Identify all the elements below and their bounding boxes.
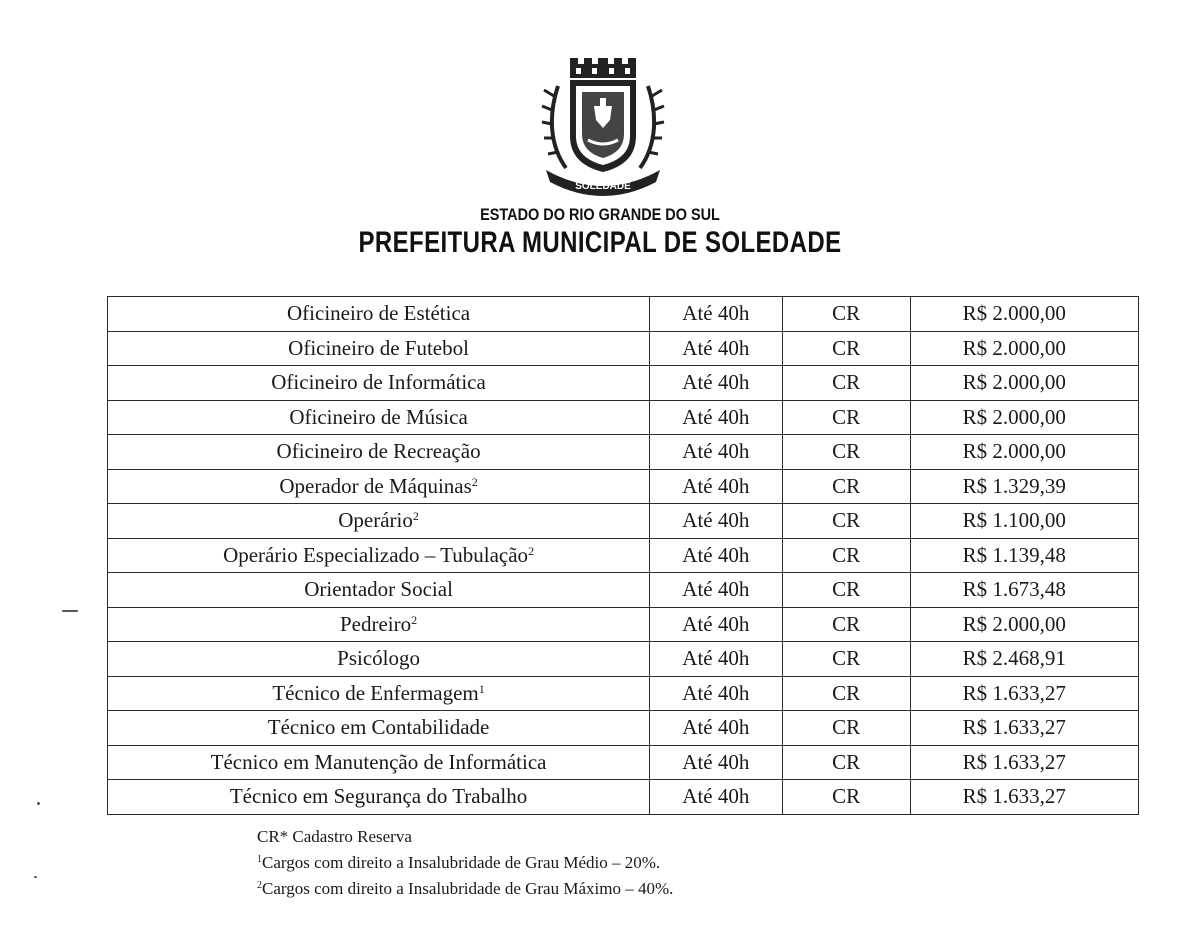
role-cell-text: Operador de Máquinas — [279, 473, 472, 498]
role-cell — [108, 469, 650, 504]
salary-cell — [910, 711, 1138, 746]
regime-cell — [782, 435, 910, 470]
salary-cell-text: R$ 2.000,00 — [962, 611, 1066, 636]
hours-cell-text: Até 40h — [682, 473, 750, 498]
role-cell-text: Oficineiro de Música — [289, 404, 468, 429]
salary-cell-text: R$ 2.000,00 — [962, 301, 1066, 326]
hours-cell-text: Até 40h — [682, 646, 750, 671]
regime-cell-text: CR — [832, 715, 861, 740]
hours-cell — [650, 331, 782, 366]
table-row — [108, 366, 1139, 401]
role-cell-text: Operário Especializado – Tubulação — [223, 542, 529, 567]
table-row — [108, 607, 1139, 642]
scan-speck — [37, 802, 40, 805]
footnote-cr: CR* Cadastro Reserva — [257, 827, 412, 846]
footnote-2 — [257, 874, 673, 900]
hours-cell — [650, 297, 782, 332]
hours-cell — [650, 780, 782, 815]
role-cell — [108, 331, 650, 366]
role-cell — [108, 711, 650, 746]
role-cell — [108, 538, 650, 573]
salary-cell-text: R$ 2.468,91 — [962, 646, 1066, 671]
footnote-2-text: Cargos com direito a Insalubridade de Grau Máximo – 40%. — [262, 879, 674, 898]
footnote-marker: 2 — [528, 543, 535, 558]
regime-cell — [782, 400, 910, 435]
hours-cell — [650, 607, 782, 642]
role-cell-text: Operário — [338, 508, 413, 533]
table-row — [108, 711, 1139, 746]
salary-cell — [910, 400, 1138, 435]
hours-cell-text: Até 40h — [682, 301, 750, 326]
regime-cell-text: CR — [832, 577, 861, 602]
salary-cell — [910, 366, 1138, 401]
salary-cell-text: R$ 2.000,00 — [962, 370, 1066, 395]
table-row — [108, 331, 1139, 366]
table-row — [108, 435, 1139, 470]
table-row — [108, 642, 1139, 677]
hours-cell — [650, 435, 782, 470]
scan-speck — [62, 610, 78, 612]
role-cell-text: Psicólogo — [337, 646, 420, 671]
regime-cell — [782, 745, 910, 780]
hours-cell-text: Até 40h — [682, 680, 750, 705]
regime-cell-text: CR — [832, 784, 861, 809]
table-row — [108, 469, 1139, 504]
regime-cell — [782, 538, 910, 573]
salary-cell — [910, 297, 1138, 332]
role-cell-text: Oficineiro de Recreação — [276, 439, 481, 464]
role-cell-text: Técnico de Enfermagem — [272, 680, 479, 705]
footnotes — [257, 825, 673, 900]
footnote-marker: 2 — [471, 474, 478, 489]
role-cell — [108, 780, 650, 815]
role-cell-text: Técnico em Segurança do Trabalho — [229, 784, 528, 809]
role-cell-text: Pedreiro — [339, 611, 412, 636]
salary-cell — [910, 435, 1138, 470]
table-row — [108, 297, 1139, 332]
role-cell-text: Orientador Social — [304, 577, 453, 602]
salary-cell — [910, 538, 1138, 573]
regime-cell — [782, 676, 910, 711]
salary-cell-text: R$ 2.000,00 — [962, 404, 1066, 429]
regime-cell-text: CR — [832, 542, 861, 567]
footnote-marker: 1 — [478, 681, 485, 696]
role-cell — [108, 366, 650, 401]
regime-cell — [782, 297, 910, 332]
footnote-marker: 2 — [411, 612, 418, 627]
hours-cell — [650, 745, 782, 780]
regime-cell-text: CR — [832, 335, 861, 360]
regime-cell-text: CR — [832, 508, 861, 533]
role-cell-text: Técnico em Manutenção de Informática — [210, 749, 547, 774]
role-cell — [108, 642, 650, 677]
hours-cell-text: Até 40h — [682, 784, 750, 809]
table-row — [108, 573, 1139, 608]
regime-cell — [782, 469, 910, 504]
hours-cell — [650, 538, 782, 573]
salary-cell-text: R$ 1.633,27 — [962, 749, 1066, 774]
table-row — [108, 780, 1139, 815]
role-cell-text: Técnico em Contabilidade — [267, 715, 490, 740]
salary-cell-text: R$ 1.633,27 — [962, 715, 1066, 740]
hours-cell-text: Até 40h — [682, 508, 750, 533]
salary-cell — [910, 504, 1138, 539]
hours-cell — [650, 469, 782, 504]
salary-cell-text: R$ 1.329,39 — [962, 473, 1066, 498]
positions-table — [107, 296, 1139, 815]
regime-cell — [782, 366, 910, 401]
hours-cell-text: Até 40h — [682, 542, 750, 567]
footnote-marker: 2 — [412, 509, 419, 524]
salary-cell — [910, 607, 1138, 642]
regime-cell — [782, 504, 910, 539]
role-cell-text: Oficineiro de Futebol — [288, 335, 469, 360]
role-cell-text: Oficineiro de Estética — [287, 301, 471, 326]
salary-cell — [910, 676, 1138, 711]
table-row — [108, 400, 1139, 435]
salary-cell-text: R$ 1.633,27 — [962, 784, 1066, 809]
footnote-1-text: Cargos com direito a Insalubridade de Grau Médio – 20%. — [262, 853, 661, 872]
regime-cell — [782, 642, 910, 677]
hours-cell — [650, 400, 782, 435]
municipal-crest-logo — [540, 56, 666, 196]
hours-cell-text: Até 40h — [682, 370, 750, 395]
hours-cell — [650, 711, 782, 746]
role-cell — [108, 607, 650, 642]
regime-cell-text: CR — [832, 370, 861, 395]
salary-cell-text: R$ 1.139,48 — [962, 542, 1066, 567]
role-cell — [108, 573, 650, 608]
footnote-1-mark: 1 — [257, 854, 262, 865]
regime-cell-text: CR — [832, 611, 861, 636]
hours-cell-text: Até 40h — [682, 715, 750, 740]
state-heading: ESTADO DO RIO GRANDE DO SUL — [480, 205, 720, 224]
table-row — [108, 676, 1139, 711]
regime-cell — [782, 711, 910, 746]
salary-cell — [910, 331, 1138, 366]
regime-cell-text: CR — [832, 749, 861, 774]
hours-cell-text: Até 40h — [682, 611, 750, 636]
hours-cell — [650, 676, 782, 711]
footnote-2-mark: 2 — [257, 880, 262, 891]
regime-cell — [782, 607, 910, 642]
hours-cell — [650, 642, 782, 677]
table-row — [108, 745, 1139, 780]
regime-cell-text: CR — [832, 646, 861, 671]
hours-cell-text: Até 40h — [682, 439, 750, 464]
regime-cell-text: CR — [832, 404, 861, 429]
salary-cell-text: R$ 2.000,00 — [962, 335, 1066, 360]
role-cell — [108, 504, 650, 539]
hours-cell-text: Até 40h — [682, 749, 750, 774]
hours-cell-text: Até 40h — [682, 577, 750, 602]
role-cell-text: Oficineiro de Informática — [271, 370, 486, 395]
role-cell — [108, 745, 650, 780]
salary-cell-text: R$ 1.100,00 — [962, 508, 1066, 533]
salary-cell-text: R$ 1.633,27 — [962, 680, 1066, 705]
regime-cell-text: CR — [832, 473, 861, 498]
regime-cell-text: CR — [832, 301, 861, 326]
salary-cell — [910, 573, 1138, 608]
hours-cell-text: Até 40h — [682, 335, 750, 360]
scan-speck — [34, 876, 37, 878]
city-hall-heading: PREFEITURA MUNICIPAL DE SOLEDADE — [358, 226, 842, 259]
salary-cell-text: R$ 2.000,00 — [962, 439, 1066, 464]
salary-cell — [910, 780, 1138, 815]
salary-cell — [910, 469, 1138, 504]
hours-cell-text: Até 40h — [682, 404, 750, 429]
footnote-1 — [257, 848, 673, 874]
hours-cell — [650, 366, 782, 401]
table-row — [108, 538, 1139, 573]
role-cell — [108, 435, 650, 470]
role-cell — [108, 400, 650, 435]
salary-cell-text: R$ 1.673,48 — [962, 577, 1066, 602]
regime-cell-text: CR — [832, 680, 861, 705]
hours-cell — [650, 573, 782, 608]
hours-cell — [650, 504, 782, 539]
crest-banner-text: SOLEDADE — [575, 181, 631, 192]
table-row — [108, 504, 1139, 539]
regime-cell — [782, 331, 910, 366]
role-cell — [108, 676, 650, 711]
role-cell — [108, 297, 650, 332]
regime-cell — [782, 780, 910, 815]
regime-cell — [782, 573, 910, 608]
salary-cell — [910, 745, 1138, 780]
regime-cell-text: CR — [832, 439, 861, 464]
salary-cell — [910, 642, 1138, 677]
